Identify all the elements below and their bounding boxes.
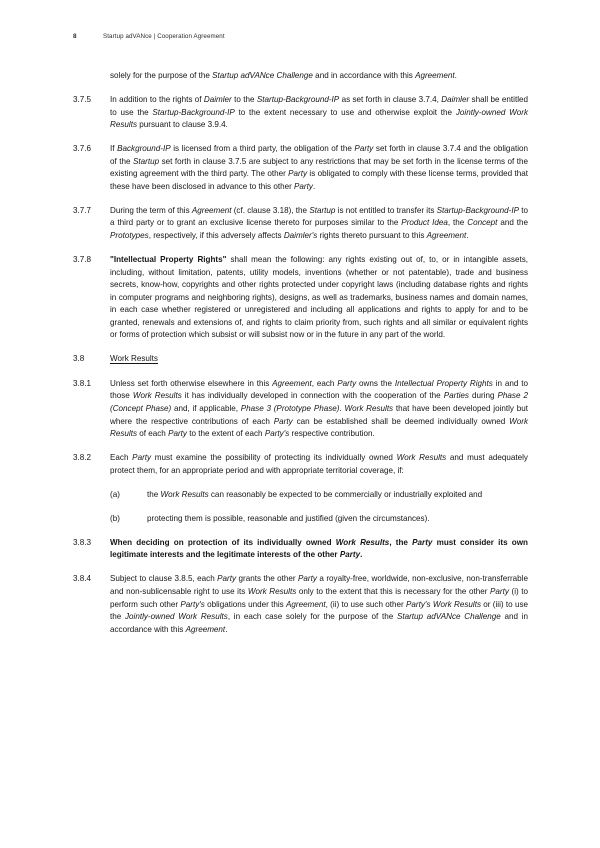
clause-number: 3.7.5 bbox=[73, 95, 92, 105]
subitem-text: protecting them is possible, reasonable and justified (given the circumstances). bbox=[147, 513, 430, 523]
section-number: 3.8 bbox=[73, 354, 85, 364]
clause-text: Unless set forth otherwise elsewhere in this Agreement, each Party owns the Intellectual Property Rights in and to those Work Results it has individually developed in connection with the cooperation of the Parties during Phase 2 (Concept Phase) and, if applicable, Phase 3 (Prototype Phase). Work Results that have been developed jointly but where the respective contributions of each Party can be established shall be deemed individually owned Work Results of each Party to the extent of each Party's respective contribution. bbox=[110, 378, 529, 439]
clause bbox=[73, 378, 528, 441]
clause-number: 3.8.2 bbox=[73, 453, 92, 463]
clause-number: 3.7.6 bbox=[73, 144, 92, 154]
clause-number: 3.7.8 bbox=[73, 255, 92, 265]
clause-text: Each Party must examine the possibility of protecting its individually owned Work Results and must adequately protect them, for an appropriate period and with appropriate territorial coverage, if: bbox=[110, 453, 528, 475]
clause bbox=[73, 537, 528, 562]
clause-text: Subject to clause 3.8.5, each Party grants the other Party a royalty-free, worldwide, non-exclusive, non-transferrable and non-sublicensable right to use its Work Results only to the extent that this is necessary for the other Party (i) to perform such other Party's obligations under this Agreement, (ii) to use such other Party's Work Results or (iii) to use the Jointly-owned Work Results, in each case solely for the purpose of the Startup adVANce Challenge and in accordance with this Agreement. bbox=[110, 574, 529, 634]
clause-number: 3.8.1 bbox=[73, 378, 92, 388]
clause-number: 3.8.3 bbox=[73, 537, 92, 547]
clause bbox=[73, 143, 528, 193]
clause-text: If Background-IP is licensed from a third party, the obligation of the Party set forth in clause 3.7.4 and the obligation of the Startup set forth in clause 3.7.5 are subject to any restrictions that may be set forth in the license terms of the existing agreement with the third party. The other Party is obligated to comply with these license terms, provided that these have been disclosed in advance to this other Party. bbox=[110, 144, 529, 191]
clause-text: When deciding on protection of its individually owned Work Results, the Party must consider its own legitimate interests and the legitimate interests of the other Party. bbox=[110, 537, 528, 560]
subitem-letter: (b) bbox=[110, 513, 120, 523]
subitem-text: the Work Results can reasonably be expected to be commercially or industrially exploited and bbox=[147, 489, 483, 499]
clause-number: 3.7.7 bbox=[73, 205, 92, 215]
clause bbox=[73, 254, 528, 342]
document-body bbox=[73, 70, 528, 648]
clause-subitem bbox=[110, 489, 528, 502]
clause-text: In addition to the rights of Daimler to the Startup-Background-IP as set forth in clause 3.7.4, Daimler shall be entitled to use the Startup-Background-IP to the extent necessary to use and otherwise exploit the Jointly-owned Work Results pursuant to clause 3.9.4. bbox=[110, 95, 529, 130]
clause-subitem bbox=[110, 513, 528, 526]
clause bbox=[73, 94, 528, 132]
clause-text: solely for the purpose of the Startup adVANce Challenge and in accordance with this Agreement. bbox=[110, 71, 457, 80]
header-title: Startup adVANce | Cooperation Agreement bbox=[103, 33, 225, 40]
subitem-letter: (a) bbox=[110, 489, 120, 499]
clause-number: 3.8.4 bbox=[73, 574, 92, 584]
clause bbox=[73, 205, 528, 243]
page-number: 8 bbox=[73, 33, 77, 40]
clause-text: "Intellectual Property Rights" shall mean the following: any rights existing out of, to, or in intangible assets, including, without limitation, patents, utility models, inventions (whether or not patentable), trade and business secrets, know-how, copyrights and other rights protected under copyright laws (including database rights and rights in computer programs and neighboring rights), designs, as well as trademarks, business names and domain names, in each case whether registered or unregistered and including all applications and rights to apply for and to be granted, renewals and extensions of, and rights to claim priority from, such rights and all similar or equivalent rights or forms of protection which subsist or will subsist now or in the future in any part of the world. bbox=[110, 255, 528, 340]
clause bbox=[73, 573, 528, 636]
section-heading bbox=[73, 353, 528, 366]
section-title: Work Results bbox=[110, 354, 158, 364]
clause-text: During the term of this Agreement (cf. clause 3.18), the Startup is not entitled to transfer its Startup-Background-IP to a third party or to grant an exclusive license thereto for purposes similar to the Product Idea, the Concept and the Prototypes, respectively, if this adversely affects Daimler's rights thereto pursuant to this Agreement. bbox=[110, 205, 528, 240]
clause bbox=[73, 452, 528, 477]
running-header bbox=[73, 33, 528, 40]
continuation-paragraph bbox=[73, 70, 528, 83]
